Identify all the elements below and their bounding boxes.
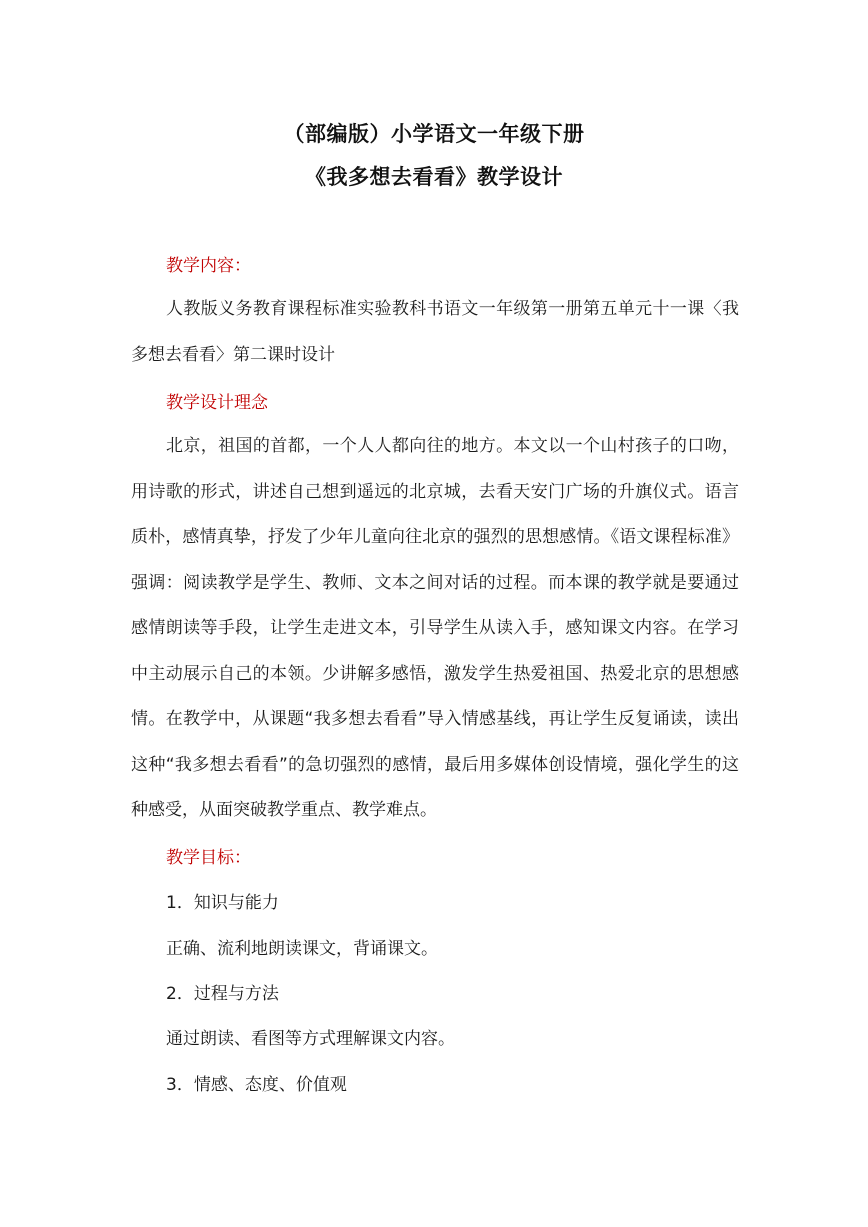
section-heading-content: 教学内容： — [166, 256, 251, 276]
document-title-line1: （部编版）小学语文一年级下册 — [283, 122, 585, 146]
content-paragraph: 人教版义务教育课程标准实验教科书语文一年级第一册第五单元十一课〈我多想去看看〉第二课时设计 — [131, 299, 739, 365]
concept-paragraph: 北京，祖国的首都，一个人人都向往的地方。本文以一个山村孩子的口吻，用诗歌的形式，讲述自己想到遥远的北京城，去看天安门广场的升旗仪式。语言质朴，感情真挚，抒发了少年儿童向往北京的强烈的思想感情。《语文课程标准》强调：阅读教学是学生、教师、文本之间对话的过程。而本课的教学就是要通过感情朗读等手段，让学生走进文本，引导学生从读入手，感知课文内容。在学习中主动展示自己的本领。少讲解多感悟，激发学生热爱祖国、热爱北京的思想感情。在教学中，从课题“我多想去看看”导入情感基线，再让学生反复诵读，读出这种“我多想去看看”的急切强烈的感情，最后用多媒体创设情境，强化学生的这种感受，从面突破教学重点、教学难点。 — [131, 436, 739, 820]
goal-3-title: 3．情感、态度、价值观 — [166, 1075, 347, 1095]
goal-2-text: 通过朗读、看图等方式理解课文内容。 — [166, 1029, 455, 1049]
goal-1-text: 正确、流利地朗读课文，背诵课文。 — [166, 939, 438, 959]
goal-1-title: 1．知识与能力 — [166, 893, 279, 913]
document-title-line2: 《我多想去看看》教学设计 — [305, 165, 563, 189]
section-heading-goals: 教学目标： — [166, 848, 251, 868]
goal-2-title: 2．过程与方法 — [166, 984, 279, 1004]
section-heading-concept: 教学设计理念 — [166, 393, 268, 413]
